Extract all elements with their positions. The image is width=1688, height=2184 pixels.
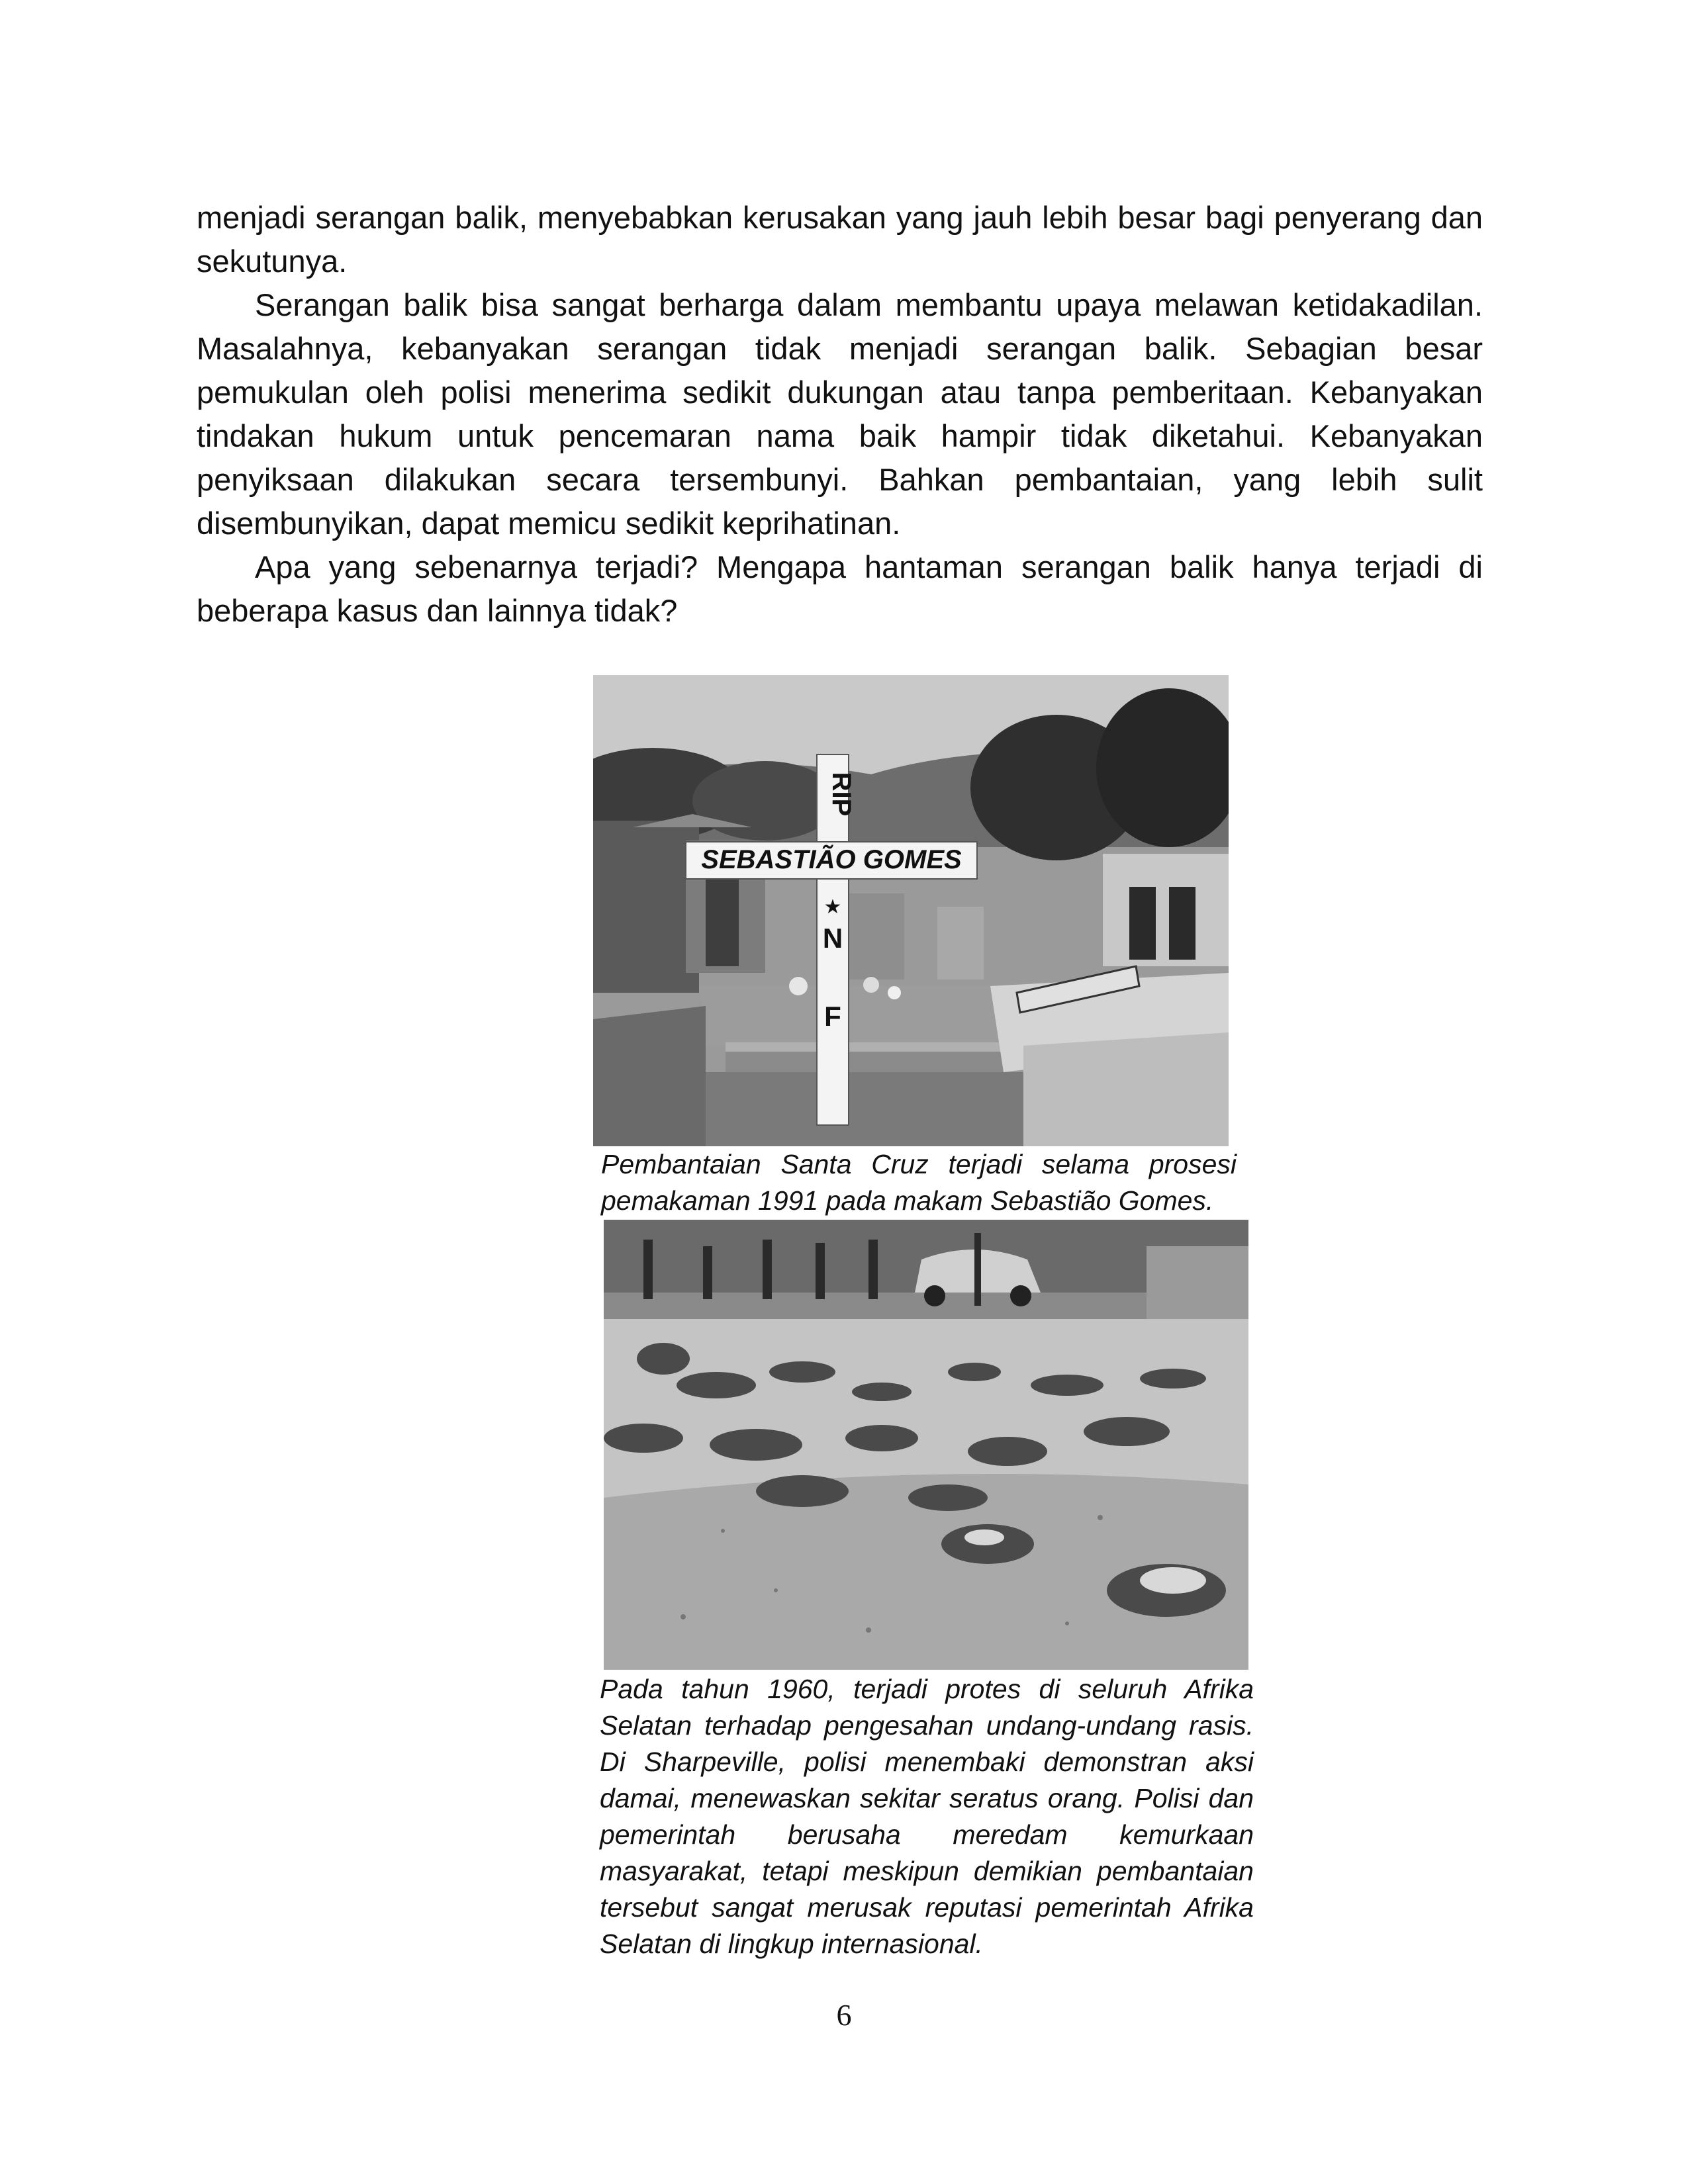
paragraph-1: menjadi serangan balik, menyebabkan kerusakan yang jauh lebih besar bagi penyerang dan sekutunya. — [197, 200, 1483, 279]
grave-photo-image — [593, 675, 1229, 1146]
sharpeville-photo-image — [604, 1220, 1248, 1670]
cross-name-text: SEBASTIÃO GOMES — [701, 845, 962, 874]
cross-letter-f: F — [824, 1001, 841, 1032]
santa-cruz-caption: Pembantaian Santa Cruz terjadi selama prosesi pemakaman 1991 pada makam Sebastião Gomes. — [601, 1149, 1237, 1216]
svg-text:★: ★ — [823, 896, 842, 918]
paragraph-2: Serangan balik bisa sangat berharga dalam membantu upaya melawan ketidakadilan. Masalahnya, kebanyakan serangan tidak menjadi serangan balik. Sebagian besar pemukulan oleh polisi menerima sedikit dukungan atau tanpa pemberitaan. Kebanyakan tindakan hukum untuk pencemaran nama baik hampir tidak diketahui. Kebanyakan penyiksaan dilakukan secara tersembunyi. Bahkan pembantaian, yang lebih sulit disembunyikan, dapat memicu sedikit keprihatinan. — [197, 287, 1483, 541]
sharpeville-photo — [604, 1220, 1248, 1670]
cross-letter-n: N — [822, 923, 843, 954]
body-text — [197, 196, 1483, 633]
sharpeville-caption: Pada tahun 1960, terjadi protes di seluruh Afrika Selatan terhadap pengesahan undang-undang rasis. Di Sharpeville, polisi menembaki demonstran aksi damai, menewaskan sekitar seratus orang. Polisi dan pemerintah berusaha meredam kemurkaan masyarakat, tetapi meskipun demikian pembantaian tersebut sangat merusak reputasi pemerintah Afrika Selatan di lingkup internasional. — [600, 1674, 1254, 1959]
paragraph-3: Apa yang sebenarnya terjadi? Mengapa hantaman serangan balik hanya terjadi di beberapa kasus dan lainnya tidak? — [197, 549, 1483, 628]
cross-rip-text: RIP — [827, 772, 856, 817]
santa-cruz-grave-photo — [593, 675, 1229, 1146]
page-number: 6 — [836, 1998, 852, 2032]
